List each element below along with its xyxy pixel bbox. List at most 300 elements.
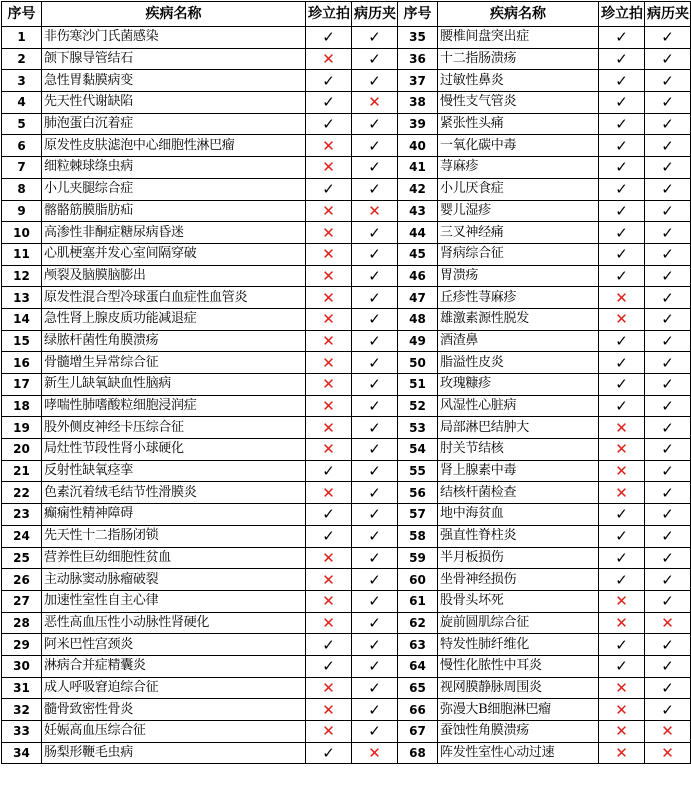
history-mark [645, 178, 691, 200]
zhenlipai-mark [599, 157, 645, 179]
check-icon: ✓ [661, 635, 674, 654]
check-icon: ✓ [615, 93, 628, 112]
header-row [2, 2, 691, 27]
cross-icon: ✕ [322, 678, 335, 697]
cross-icon: ✕ [661, 722, 674, 741]
disease-name: 地中海贫血 [438, 504, 599, 526]
disease-name: 高渗性非酮症糖尿病昏迷 [42, 222, 306, 244]
row-number: 54 [398, 439, 438, 461]
check-icon: ✓ [661, 462, 674, 481]
disease-name: 细粒棘球绦虫病 [42, 157, 306, 179]
check-icon: ✓ [615, 570, 628, 589]
zhenlipai-mark [306, 721, 352, 743]
row-number: 20 [2, 439, 42, 461]
check-icon: ✓ [661, 158, 674, 177]
table-row [2, 374, 691, 396]
history-mark [352, 92, 398, 114]
zhenlipai-mark [306, 48, 352, 70]
check-icon: ✓ [615, 353, 628, 372]
disease-name: 反射性缺氧痉挛 [42, 460, 306, 482]
disease-name: 慢性化脓性中耳炎 [438, 655, 599, 677]
check-icon: ✓ [368, 440, 381, 459]
table-row [2, 590, 691, 612]
check-icon: ✓ [661, 310, 674, 329]
check-icon: ✓ [368, 288, 381, 307]
history-mark [352, 352, 398, 374]
row-number: 53 [398, 417, 438, 439]
history-mark [352, 547, 398, 569]
check-icon: ✓ [368, 592, 381, 611]
history-mark [645, 699, 691, 721]
history-mark [645, 308, 691, 330]
zhenlipai-mark [306, 439, 352, 461]
row-number: 46 [398, 265, 438, 287]
disease-name: 坐骨神经损伤 [438, 569, 599, 591]
history-mark [645, 265, 691, 287]
zhenlipai-mark [599, 178, 645, 200]
header-name-left: 疾病名称 [42, 2, 306, 27]
zhenlipai-mark [599, 612, 645, 634]
table-row [2, 352, 691, 374]
history-mark [352, 699, 398, 721]
cross-icon: ✕ [615, 722, 628, 741]
row-number: 25 [2, 547, 42, 569]
header-history-left: 病历夹 [352, 2, 398, 27]
history-mark [645, 417, 691, 439]
history-mark [645, 634, 691, 656]
zhenlipai-mark [306, 135, 352, 157]
history-mark [645, 200, 691, 222]
history-mark [645, 27, 691, 49]
disease-name: 特发性肺纤维化 [438, 634, 599, 656]
cross-icon: ✕ [322, 722, 335, 741]
cross-icon: ✕ [615, 744, 628, 763]
disease-name: 急性肾上腺皮质功能减退症 [42, 308, 306, 330]
disease-name: 妊娠高血压综合征 [42, 721, 306, 743]
history-mark [645, 482, 691, 504]
disease-name: 主动脉窦动脉瘤破裂 [42, 569, 306, 591]
row-number: 32 [2, 699, 42, 721]
row-number: 47 [398, 287, 438, 309]
header-zhenlipai-left: 珍立拍 [306, 2, 352, 27]
check-icon: ✓ [661, 505, 674, 524]
check-icon: ✓ [368, 353, 381, 372]
history-mark [352, 417, 398, 439]
table-row [2, 200, 691, 222]
zhenlipai-mark [599, 417, 645, 439]
zhenlipai-mark [599, 482, 645, 504]
check-icon: ✓ [322, 28, 335, 47]
cross-icon: ✕ [322, 375, 335, 394]
zhenlipai-mark [599, 547, 645, 569]
check-icon: ✓ [615, 180, 628, 199]
table-row [2, 308, 691, 330]
check-icon: ✓ [661, 592, 674, 611]
table-row [2, 48, 691, 70]
cross-icon: ✕ [322, 700, 335, 719]
disease-name: 局部淋巴结肿大 [438, 417, 599, 439]
history-mark [352, 721, 398, 743]
row-number: 5 [2, 113, 42, 135]
check-icon: ✓ [661, 201, 674, 220]
zhenlipai-mark [599, 222, 645, 244]
row-number: 22 [2, 482, 42, 504]
check-icon: ✓ [368, 505, 381, 524]
check-icon: ✓ [615, 245, 628, 264]
cross-icon: ✕ [322, 136, 335, 155]
table-row [2, 677, 691, 699]
zhenlipai-mark [599, 287, 645, 309]
cross-icon: ✕ [322, 353, 335, 372]
zhenlipai-mark [306, 504, 352, 526]
history-mark [352, 374, 398, 396]
check-icon: ✓ [322, 115, 335, 134]
table-row [2, 330, 691, 352]
check-icon: ✓ [615, 331, 628, 350]
disease-name: 非伤寒沙门氏菌感染 [42, 27, 306, 49]
disease-name: 小儿夹腿综合症 [42, 178, 306, 200]
check-icon: ✓ [322, 180, 335, 199]
zhenlipai-mark [306, 395, 352, 417]
zhenlipai-mark [599, 243, 645, 265]
zhenlipai-mark [306, 634, 352, 656]
row-number: 61 [398, 590, 438, 612]
check-icon: ✓ [368, 462, 381, 481]
check-icon: ✓ [615, 548, 628, 567]
zhenlipai-mark [599, 634, 645, 656]
table-row [2, 634, 691, 656]
row-number: 21 [2, 460, 42, 482]
row-number: 66 [398, 699, 438, 721]
cross-icon: ✕ [322, 483, 335, 502]
zhenlipai-mark [599, 504, 645, 526]
check-icon: ✓ [368, 678, 381, 697]
check-icon: ✓ [615, 266, 628, 285]
cross-icon: ✕ [368, 93, 381, 112]
zhenlipai-mark [599, 655, 645, 677]
disease-name: 阿米巴性宫颈炎 [42, 634, 306, 656]
check-icon: ✓ [661, 266, 674, 285]
check-icon: ✓ [368, 722, 381, 741]
row-number: 16 [2, 352, 42, 374]
row-number: 23 [2, 504, 42, 526]
table-row [2, 70, 691, 92]
history-mark [645, 222, 691, 244]
disease-name: 小儿厌食症 [438, 178, 599, 200]
zhenlipai-mark [306, 308, 352, 330]
check-icon: ✓ [661, 115, 674, 134]
table-row [2, 287, 691, 309]
table-row [2, 460, 691, 482]
cross-icon: ✕ [661, 613, 674, 632]
history-mark [645, 113, 691, 135]
row-number: 62 [398, 612, 438, 634]
zhenlipai-mark [306, 417, 352, 439]
row-number: 30 [2, 655, 42, 677]
check-icon: ✓ [661, 678, 674, 697]
check-icon: ✓ [661, 50, 674, 69]
check-icon: ✓ [661, 136, 674, 155]
zhenlipai-mark [599, 374, 645, 396]
cross-icon: ✕ [615, 483, 628, 502]
check-icon: ✓ [368, 136, 381, 155]
disease-name: 肺泡蛋白沉着症 [42, 113, 306, 135]
disease-name: 色素沉着绒毛结节性滑膜炎 [42, 482, 306, 504]
row-number: 14 [2, 308, 42, 330]
history-mark [645, 721, 691, 743]
cross-icon: ✕ [322, 245, 335, 264]
table-row [2, 721, 691, 743]
row-number: 12 [2, 265, 42, 287]
row-number: 38 [398, 92, 438, 114]
check-icon: ✓ [322, 505, 335, 524]
disease-name: 胃溃疡 [438, 265, 599, 287]
row-number: 52 [398, 395, 438, 417]
row-number: 6 [2, 135, 42, 157]
history-mark [352, 330, 398, 352]
history-mark [352, 157, 398, 179]
disease-name: 雄激素源性脱发 [438, 308, 599, 330]
cross-icon: ✕ [322, 223, 335, 242]
header-num-right: 序号 [398, 2, 438, 27]
zhenlipai-mark [306, 612, 352, 634]
zhenlipai-mark [599, 92, 645, 114]
zhenlipai-mark [306, 547, 352, 569]
row-number: 31 [2, 677, 42, 699]
history-mark [645, 243, 691, 265]
history-mark [645, 395, 691, 417]
check-icon: ✓ [661, 418, 674, 437]
check-icon: ✓ [661, 288, 674, 307]
check-icon: ✓ [368, 180, 381, 199]
history-mark [352, 634, 398, 656]
row-number: 56 [398, 482, 438, 504]
disease-name: 过敏性鼻炎 [438, 70, 599, 92]
disease-name: 局灶性节段性肾小球硬化 [42, 439, 306, 461]
row-number: 59 [398, 547, 438, 569]
history-mark [645, 439, 691, 461]
history-mark [352, 742, 398, 764]
cross-icon: ✕ [615, 613, 628, 632]
table-row [2, 265, 691, 287]
row-number: 10 [2, 222, 42, 244]
zhenlipai-mark [306, 157, 352, 179]
history-mark [352, 612, 398, 634]
cross-icon: ✕ [322, 266, 335, 285]
row-number: 9 [2, 200, 42, 222]
history-mark [645, 525, 691, 547]
disease-name: 心肌梗塞并发心室间隔穿破 [42, 243, 306, 265]
disease-name: 癫痫性精神障碍 [42, 504, 306, 526]
disease-comparison-table [1, 1, 691, 764]
row-number: 41 [398, 157, 438, 179]
zhenlipai-mark [599, 27, 645, 49]
check-icon: ✓ [661, 353, 674, 372]
header-name-right: 疾病名称 [438, 2, 599, 27]
check-icon: ✓ [368, 158, 381, 177]
cross-icon: ✕ [615, 592, 628, 611]
disease-name: 髂骼筋膜脂肪疝 [42, 200, 306, 222]
disease-name: 急性胃黏膜病变 [42, 70, 306, 92]
row-number: 2 [2, 48, 42, 70]
check-icon: ✓ [661, 700, 674, 719]
check-icon: ✓ [368, 223, 381, 242]
row-number: 55 [398, 460, 438, 482]
row-number: 35 [398, 27, 438, 49]
zhenlipai-mark [599, 330, 645, 352]
history-mark [645, 460, 691, 482]
cross-icon: ✕ [368, 201, 381, 220]
zhenlipai-mark [306, 569, 352, 591]
check-icon: ✓ [661, 28, 674, 47]
cross-icon: ✕ [322, 331, 335, 350]
history-mark [645, 569, 691, 591]
check-icon: ✓ [368, 613, 381, 632]
table-body [2, 27, 691, 764]
cross-icon: ✕ [322, 310, 335, 329]
row-number: 68 [398, 742, 438, 764]
check-icon: ✓ [368, 50, 381, 69]
history-mark [352, 395, 398, 417]
zhenlipai-mark [599, 569, 645, 591]
check-icon: ✓ [661, 331, 674, 350]
check-icon: ✓ [615, 527, 628, 546]
table-row [2, 504, 691, 526]
zhenlipai-mark [599, 395, 645, 417]
row-number: 27 [2, 590, 42, 612]
history-mark [645, 330, 691, 352]
disease-name: 骨髓增生异常综合征 [42, 352, 306, 374]
table-row [2, 243, 691, 265]
history-mark [645, 612, 691, 634]
history-mark [352, 655, 398, 677]
zhenlipai-mark [599, 200, 645, 222]
zhenlipai-mark [599, 48, 645, 70]
row-number: 60 [398, 569, 438, 591]
history-mark [352, 135, 398, 157]
disease-name: 先天性代谢缺陷 [42, 92, 306, 114]
disease-name: 肾上腺素中毒 [438, 460, 599, 482]
check-icon: ✓ [368, 548, 381, 567]
row-number: 43 [398, 200, 438, 222]
cross-icon: ✕ [615, 310, 628, 329]
disease-name: 旋前圆肌综合征 [438, 612, 599, 634]
disease-name: 蚕蚀性角膜溃疡 [438, 721, 599, 743]
history-mark [645, 590, 691, 612]
zhenlipai-mark [306, 178, 352, 200]
history-mark [352, 460, 398, 482]
check-icon: ✓ [615, 657, 628, 676]
check-icon: ✓ [615, 50, 628, 69]
zhenlipai-mark [599, 721, 645, 743]
disease-name: 先天性十二指肠闭锁 [42, 525, 306, 547]
row-number: 48 [398, 308, 438, 330]
header-num-left: 序号 [2, 2, 42, 27]
check-icon: ✓ [368, 245, 381, 264]
row-number: 50 [398, 352, 438, 374]
history-mark [352, 439, 398, 461]
history-mark [645, 48, 691, 70]
check-icon: ✓ [615, 375, 628, 394]
history-mark [352, 27, 398, 49]
disease-name: 强直性脊柱炎 [438, 525, 599, 547]
disease-name: 股外侧皮神经卡压综合征 [42, 417, 306, 439]
table-row [2, 612, 691, 634]
check-icon: ✓ [368, 331, 381, 350]
check-icon: ✓ [615, 71, 628, 90]
cross-icon: ✕ [322, 50, 335, 69]
zhenlipai-mark [306, 742, 352, 764]
disease-name: 肾病综合征 [438, 243, 599, 265]
disease-name: 原发性皮肤滤泡中心细胞性淋巴瘤 [42, 135, 306, 157]
zhenlipai-mark [306, 677, 352, 699]
check-icon: ✓ [661, 527, 674, 546]
history-mark [352, 178, 398, 200]
table-row [2, 92, 691, 114]
zhenlipai-mark [599, 525, 645, 547]
table-row [2, 395, 691, 417]
header-zhenlipai-right: 珍立拍 [599, 2, 645, 27]
check-icon: ✓ [661, 180, 674, 199]
check-icon: ✓ [615, 158, 628, 177]
check-icon: ✓ [322, 527, 335, 546]
row-number: 8 [2, 178, 42, 200]
check-icon: ✓ [368, 115, 381, 134]
row-number: 44 [398, 222, 438, 244]
disease-name: 腰椎间盘突出症 [438, 27, 599, 49]
zhenlipai-mark [599, 742, 645, 764]
row-number: 13 [2, 287, 42, 309]
check-icon: ✓ [661, 657, 674, 676]
check-icon: ✓ [322, 635, 335, 654]
disease-name: 恶性高血压性小动脉性肾硬化 [42, 612, 306, 634]
disease-name: 婴儿湿疹 [438, 200, 599, 222]
check-icon: ✓ [368, 310, 381, 329]
history-mark [352, 113, 398, 135]
row-number: 42 [398, 178, 438, 200]
zhenlipai-mark [306, 655, 352, 677]
disease-name: 成人呼吸窘迫综合征 [42, 677, 306, 699]
zhenlipai-mark [599, 590, 645, 612]
disease-name: 风湿性心脏病 [438, 395, 599, 417]
check-icon: ✓ [322, 462, 335, 481]
row-number: 11 [2, 243, 42, 265]
history-mark [645, 547, 691, 569]
disease-name: 淋病合并症精囊炎 [42, 655, 306, 677]
zhenlipai-mark [599, 113, 645, 135]
cross-icon: ✕ [322, 288, 335, 307]
history-mark [352, 590, 398, 612]
check-icon: ✓ [368, 483, 381, 502]
disease-name: 荨麻疹 [438, 157, 599, 179]
row-number: 58 [398, 525, 438, 547]
row-number: 37 [398, 70, 438, 92]
zhenlipai-mark [306, 330, 352, 352]
row-number: 26 [2, 569, 42, 591]
check-icon: ✓ [661, 548, 674, 567]
zhenlipai-mark [599, 265, 645, 287]
row-number: 33 [2, 721, 42, 743]
check-icon: ✓ [661, 397, 674, 416]
history-mark [352, 308, 398, 330]
row-number: 36 [398, 48, 438, 70]
zhenlipai-mark [306, 92, 352, 114]
check-icon: ✓ [661, 440, 674, 459]
check-icon: ✓ [368, 28, 381, 47]
header-history-right: 病历夹 [645, 2, 691, 27]
disease-name: 视网膜静脉周围炎 [438, 677, 599, 699]
cross-icon: ✕ [322, 548, 335, 567]
